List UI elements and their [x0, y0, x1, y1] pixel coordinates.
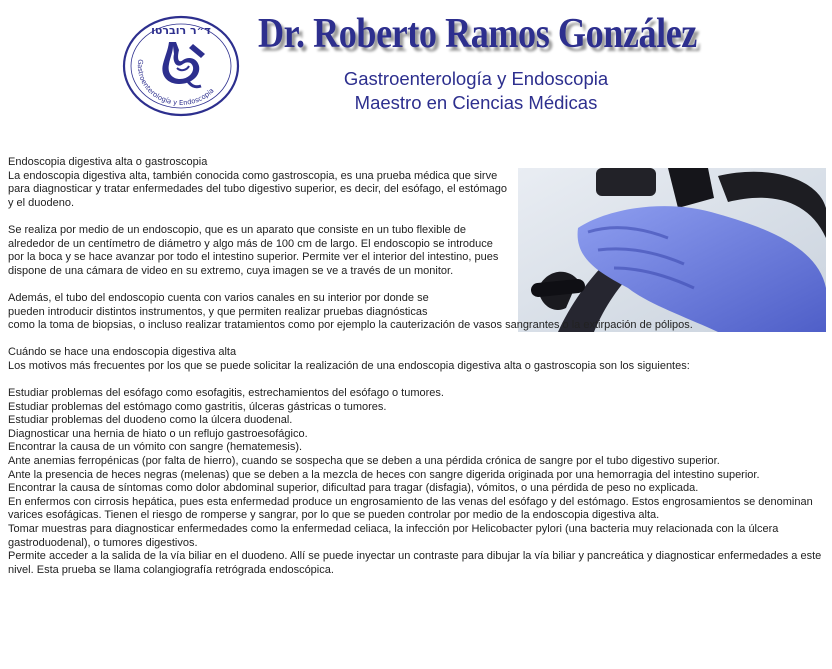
- reason-item: Estudiar problemas del esófago como esofagitis, estrechamientos del esófago o tumores.: [8, 387, 444, 400]
- channels-line-3: como la toma de biopsias, o incluso realizar tratamientos como por ejemplo la cauterización de vasos sangrantes o la extirpación de pólipos.: [8, 319, 693, 332]
- reason-item: Estudiar problemas del duodeno como la úlcera duodenal.: [8, 414, 293, 427]
- article-heading: Endoscopia digestiva alta o gastroscopia: [8, 156, 208, 168]
- degree-subtitle: Maestro en Ciencias Médicas: [354, 92, 598, 113]
- logo-ring-text: Gastroenterología y Endoscopia: [135, 58, 216, 107]
- channels-line-1: Además, el tubo del endoscopio cuenta con varios canales en su interior por donde se: [8, 291, 429, 304]
- reason-item: Estudiar problemas del estómago como gastritis, úlceras gástricas o tumores.: [8, 400, 387, 413]
- when-intro: Los motivos más frecuentes por los que se puede solicitar la realización de una endoscopia digestiva alta o gastroscopia son los siguientes:: [8, 359, 690, 372]
- reason-item: Encontrar la causa de síntomas como dolor abdominal superior, dificultad para tragar (disfagia), vómitos, o una pérdida de peso no explicada.: [8, 482, 699, 495]
- reason-item: Tomar muestras para diagnosticar enfermedades como la enfermedad celiaca, la infección por Helicobacter pylori (una bacteria muy relacionada con la úlcera gastroduodenal), o tumores digestivos.: [8, 523, 779, 549]
- article-body: [8, 156, 830, 577]
- clinic-logo: [121, 14, 241, 118]
- reason-item: Permite acceder a la salida de la vía biliar en el duodeno. Allí se puede inyectar un contraste para dibujar la vía biliar y pancreática y diagnosticar enfermedades a este nivel. Esta prueba se llama colangiografía retrógrada endoscópica.: [8, 550, 822, 576]
- logo-hebrew-text: ד״ר רוברטו: [151, 24, 211, 37]
- reason-item: Ante la presencia de heces negras (melenas) que se deben a la mezcla de heces con sangre digerida originada por una hemorragia del intestino superior.: [8, 468, 760, 481]
- endoscope-paragraph: Se realiza por medio de un endoscopio, que es un aparato que consiste en un tubo flexible de alrededor de un centímetro de diámetro y algo más de 100 cm de largo. El endoscopio se introduce por la boca y se hace avanzar por todo el intestino superior. Permite ver el interior del intestino, pues dispone de una cámara de video en su extremo, cuya imagen se ve a través de un monitor.: [8, 223, 499, 277]
- specialty-subtitle: Gastroenterología y Endoscopia: [343, 68, 609, 89]
- reason-item: Ante anemias ferropénicas (por falta de hierro), cuando se sospecha que se deben a una pérdida crónica de sangre por el tubo digestivo superior.: [8, 455, 720, 468]
- reason-item: Diagnosticar una hernia de hiato o un reflujo gastroesofágico.: [8, 427, 308, 440]
- channels-line-2: pueden introducir distintos instrumentos, y que permiten realizar pruebas diagnósticas: [8, 305, 428, 318]
- intro-paragraph: La endoscopia digestiva alta, también conocida como gastroscopia, es una prueba médica que sirve para diagnosticar y tratar enfermedades del tubo digestivo superior, es decir, del esófago, el estómago y el duodeno.: [8, 169, 507, 209]
- when-heading: Cuándo se hace una endoscopia digestiva alta: [8, 346, 237, 359]
- reason-item: En enfermos con cirrosis hepática, pues esta enfermedad produce un engrosamiento de las venas del esófago y del estómago. Estos engrosamientos se denominan varices esofágicas. Tienen el riesgo de romperse y sangrar, por lo que se pueden controlar por medio de la endoscopia digestiva alta.: [8, 495, 813, 522]
- doctor-name: Dr. Roberto Ramos González: [258, 11, 697, 57]
- reason-item: Encontrar la causa de un vómito con sangre (hematemesis).: [8, 441, 303, 454]
- page-header: [0, 0, 832, 130]
